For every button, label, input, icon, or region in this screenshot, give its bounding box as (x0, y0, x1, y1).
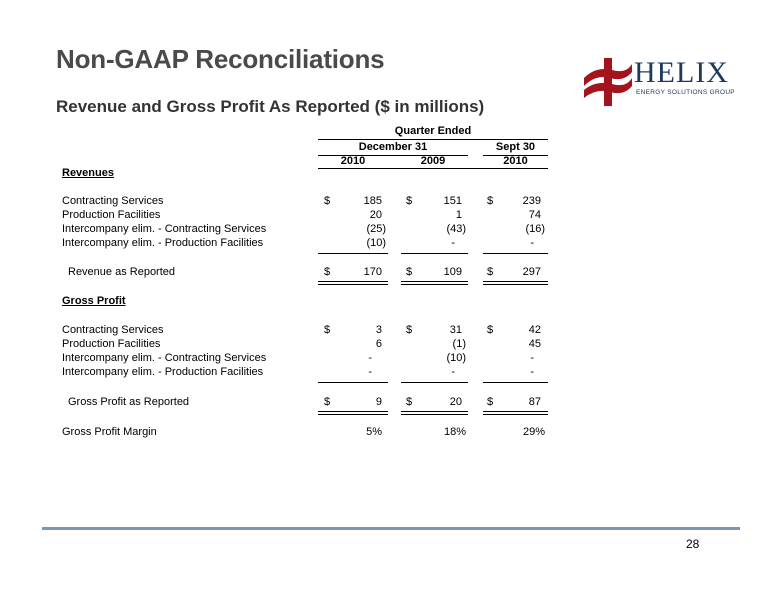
dollar-sign: $ (487, 266, 494, 278)
value-cell: (25) (366, 223, 386, 235)
value-cell: 87 (528, 396, 541, 408)
page-subtitle: Revenue and Gross Profit As Reported ($ in millions) (56, 97, 485, 116)
row-label: Intercompany elim. - Contracting Services (62, 352, 267, 364)
total-double-rule (318, 411, 388, 415)
dollar-sign: $ (406, 266, 413, 278)
dollar-sign: $ (406, 324, 413, 336)
value-cell: 9 (375, 396, 382, 408)
value-cell: 297 (522, 266, 541, 278)
subtotal-rule (401, 382, 468, 383)
row-label: Gross Profit as Reported (68, 396, 190, 408)
value-cell: 74 (528, 209, 541, 221)
value-cell: - (530, 352, 534, 364)
company-logo (582, 56, 735, 108)
row-label: Revenue as Reported (68, 266, 176, 278)
total-double-rule (401, 281, 468, 285)
dollar-sign: $ (406, 396, 413, 408)
subtotal-rule (318, 382, 388, 383)
value-cell: 20 (369, 209, 382, 221)
total-double-rule (483, 281, 548, 285)
value-cell: (10) (366, 237, 386, 249)
value-cell: - (368, 352, 372, 364)
value-cell: 6 (375, 338, 382, 350)
dollar-sign: $ (324, 195, 331, 207)
dollar-sign: $ (406, 195, 413, 207)
sept-header: Sept 30 (495, 141, 536, 153)
row-label: Intercompany elim. - Production Facilities (62, 237, 264, 249)
value-cell: 151 (443, 195, 462, 207)
subtotal-rule (483, 253, 548, 254)
value-cell: (16) (525, 223, 545, 235)
total-double-rule (483, 411, 548, 415)
value-cell: 45 (528, 338, 541, 350)
value-cell: 185 (363, 195, 382, 207)
row-label: Gross Profit Margin (62, 426, 157, 438)
december-header: December 31 (358, 141, 428, 153)
row-label: Intercompany elim. - Contracting Services (62, 223, 267, 235)
row-label: Contracting Services (62, 195, 164, 207)
quarter-ended-header: Quarter Ended (394, 125, 472, 137)
value-cell: (10) (446, 352, 466, 364)
total-double-rule (401, 411, 468, 415)
value-cell: 109 (443, 266, 462, 278)
total-double-rule (318, 281, 388, 285)
row-label: Intercompany elim. - Production Facilities (62, 366, 264, 378)
page-title: Non-GAAP Reconciliations (56, 44, 385, 74)
dollar-sign: $ (324, 324, 331, 336)
dollar-sign: $ (487, 396, 494, 408)
year-header-1: 2010 (340, 155, 366, 167)
page-number: 28 (686, 537, 700, 551)
value-cell: (1) (452, 338, 466, 350)
logo-wordmark: HELIX (634, 56, 729, 89)
value-cell: 1 (455, 209, 462, 221)
dollar-sign: $ (487, 195, 494, 207)
logo-tagline: ENERGY SOLUTIONS GROUP (636, 89, 735, 96)
value-cell: 170 (363, 266, 382, 278)
value-cell: (43) (446, 223, 466, 235)
subtotal-rule (401, 253, 468, 254)
row-label: Production Facilities (62, 338, 161, 350)
row-label: Production Facilities (62, 209, 161, 221)
value-cell: 31 (449, 324, 462, 336)
helix-mark-icon (582, 56, 634, 108)
year-rule (318, 168, 548, 169)
value-cell: 20 (449, 396, 462, 408)
gross-profit-section-label: Gross Profit (62, 295, 126, 307)
year-header-2: 2009 (420, 155, 446, 167)
value-cell: 5% (366, 426, 382, 438)
dollar-sign: $ (487, 324, 494, 336)
value-cell: - (530, 237, 534, 249)
value-cell: 18% (443, 426, 466, 438)
value-cell: - (530, 366, 534, 378)
value-cell: 42 (528, 324, 541, 336)
revenues-section-label: Revenues (62, 167, 114, 179)
subtotal-rule (483, 382, 548, 383)
header-rule (318, 139, 548, 140)
dollar-sign: $ (324, 266, 331, 278)
value-cell: - (451, 366, 455, 378)
value-cell: 3 (375, 324, 382, 336)
value-cell: - (368, 366, 372, 378)
value-cell: 29% (522, 426, 545, 438)
footer-divider (42, 527, 740, 530)
year-header-3: 2010 (503, 155, 528, 167)
value-cell: 239 (522, 195, 541, 207)
dollar-sign: $ (324, 396, 331, 408)
value-cell: - (451, 237, 455, 249)
subtotal-rule (318, 253, 388, 254)
row-label: Contracting Services (62, 324, 164, 336)
